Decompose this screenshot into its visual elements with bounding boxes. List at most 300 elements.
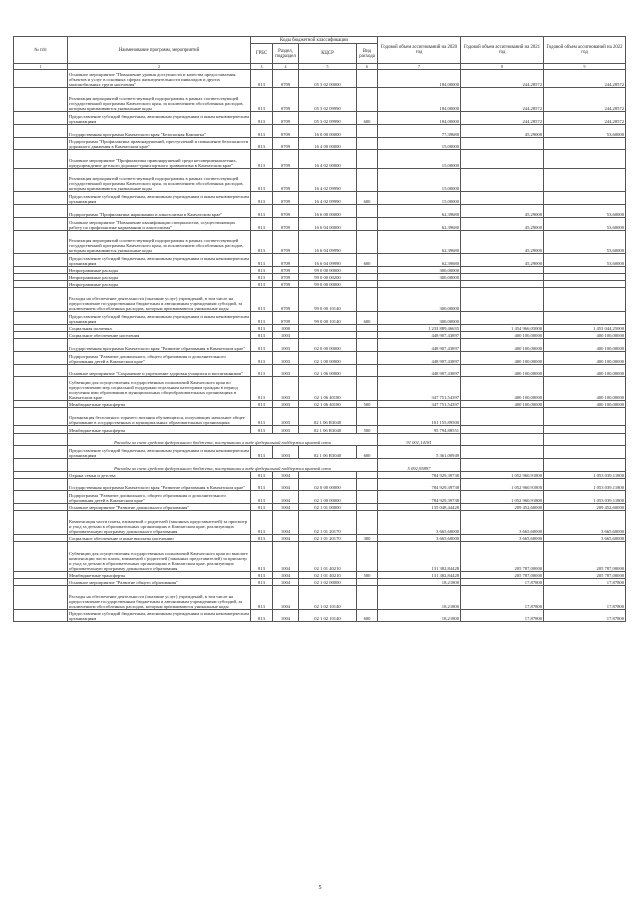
row-num-cell xyxy=(14,339,68,352)
col-ksr-header: КЦСР xyxy=(299,44,357,64)
row-name-cell: Предоставление субсидий бюджетным, автономным учреждениям и иным некоммерческим организациям xyxy=(68,192,251,205)
amount-2021-cell: 1 052 960,91800 xyxy=(461,491,544,504)
row-name-cell: Реализация мероприятий соответствующей подпрограммы в рамках соответствующей государственной программы Камчатского края, за исключением обособленных расходов, которым присваиваются уникальные коды xyxy=(68,230,251,254)
vr-cell xyxy=(357,124,378,137)
table-row xyxy=(14,324,626,331)
ksr-cell: 16 4 02 00000 xyxy=(299,150,357,168)
table-row xyxy=(14,267,626,274)
amount-2021-cell: 400 100,00000 xyxy=(461,401,544,408)
col-2021-header: Годовой объем ассигнований на 2021 год xyxy=(461,37,544,64)
amount-2020-cell: 448 907,43897 xyxy=(378,339,461,352)
amount-2020-cell: 95 794,88551 xyxy=(378,426,461,433)
razdel-cell: 1004 xyxy=(273,491,299,504)
amount-2021-cell xyxy=(461,281,544,288)
grbs-cell: 813 xyxy=(251,137,273,150)
col-2022-header: Годовой объем ассигнований на 2022 год xyxy=(544,37,626,64)
row-num-cell xyxy=(14,511,68,535)
vr-cell xyxy=(357,150,378,168)
amount-2021-cell: 244,28572 xyxy=(461,112,544,125)
vr-cell xyxy=(357,504,378,511)
razdel-cell: 0709 xyxy=(273,230,299,254)
table-row xyxy=(14,274,626,281)
row-name-cell: Подпрограмма "Развитие дошкольного, общего образования и дополнительного образования детей в Камчатском крае" xyxy=(68,491,251,504)
amount-2020-cell: 135 048,44428 xyxy=(378,504,461,511)
grbs-cell: 813 xyxy=(251,312,273,325)
row-num-cell xyxy=(14,274,68,281)
row-num-cell xyxy=(14,478,68,491)
row-num-cell xyxy=(14,112,68,125)
amount-2021-cell xyxy=(461,192,544,205)
amount-2021-cell xyxy=(461,408,544,426)
amount-2022-cell: 3 665,60000 xyxy=(544,511,626,535)
budget-table xyxy=(13,36,626,622)
table-body xyxy=(14,70,626,622)
grbs-cell: 813 xyxy=(251,351,273,364)
razdel-cell: 0709 xyxy=(273,192,299,205)
col-index: 1 xyxy=(14,64,68,70)
amount-2020-cell: 3 665,60000 xyxy=(378,535,461,542)
table-row xyxy=(14,351,626,364)
table-row xyxy=(14,205,626,218)
table-row xyxy=(14,254,626,267)
grbs-cell: 813 xyxy=(251,112,273,125)
amount-2020-cell: 15,00000 xyxy=(378,150,461,168)
table-row xyxy=(14,124,626,137)
vr-cell xyxy=(357,281,378,288)
ksr-cell: 16 6 04 09990 xyxy=(299,230,357,254)
row-name-cell: Субвенции для осуществления государственных полномочий Камчатского края по выплате компенсации части платы, взимаемой с родителей (законных представителей) за присмотр и уход за детьми в образовательных организациях в Камчатском крае, реализующих образовательную программу дошкольного образования xyxy=(68,542,251,572)
row-name-cell: Основное мероприятие "Развитие дошкольного образования" xyxy=(68,504,251,511)
table-row xyxy=(14,478,626,491)
amount-2021-cell: 3 665,60000 xyxy=(461,511,544,535)
grbs-cell: 813 xyxy=(251,288,273,312)
grbs-cell: 813 xyxy=(251,339,273,352)
ksr-cell: 02 1 06 R3040 xyxy=(299,446,357,459)
amount-2020-cell: 1 233 889,46635 xyxy=(378,324,461,331)
row-name-cell: Подпрограмма "Профилактика правонарушений, преступлений и повышение безопасности дорожного движения в Камчатском крае" xyxy=(68,137,251,150)
amount-2021-cell: 45,29000 xyxy=(461,205,544,218)
amount-2020-cell: 62,39680 xyxy=(378,254,461,267)
razdel-cell: 1003 xyxy=(273,408,299,426)
ksr-cell: 99 0 00 10140 xyxy=(299,312,357,325)
row-name-cell: Непрограммные расходы xyxy=(68,267,251,274)
amount-2020-cell: 18,21800 xyxy=(378,585,461,609)
row-num-cell xyxy=(14,230,68,254)
row-name-cell: Социальное обеспечение и иные выплаты населению xyxy=(68,535,251,542)
ksr-cell: 02 1 06 40180 xyxy=(299,401,357,408)
amount-2022-cell xyxy=(544,192,626,205)
grbs-cell: 813 xyxy=(251,274,273,281)
grbs-cell: 813 xyxy=(251,230,273,254)
row-name-cell: Реализация мероприятий соответствующей подпрограммы в рамках соответствующей государственной программы Камчатского края, за исключением обособленных расходов, которым присваиваются уникальные коды xyxy=(68,168,251,192)
amount-2021-cell xyxy=(461,312,544,325)
ksr-cell: 16 6 00 00000 xyxy=(299,205,357,218)
vr-cell xyxy=(357,491,378,504)
amount-2021-cell: 17,87800 xyxy=(461,585,544,609)
row-name-cell: Межбюджетные трансферты xyxy=(68,401,251,408)
razdel-cell: 0709 xyxy=(273,254,299,267)
grbs-cell: 813 xyxy=(251,446,273,459)
row-name-cell: Государственная программа Камчатского края "Развитие образования в Камчатском крае" xyxy=(68,478,251,491)
table-row xyxy=(14,70,626,88)
ksr-cell: 02 1 06 00000 xyxy=(299,364,357,377)
grbs-cell: 813 xyxy=(251,70,273,88)
row-num-cell xyxy=(14,578,68,585)
vr-cell xyxy=(357,511,378,535)
ksr-cell: 05 3 02 00000 xyxy=(299,70,357,88)
amount-2022-cell: 400 100,00000 xyxy=(544,377,626,401)
amount-2022-cell xyxy=(544,446,626,459)
table-row xyxy=(14,408,626,426)
razdel-cell: 1003 xyxy=(273,446,299,459)
vr-cell: 600 xyxy=(357,254,378,267)
grbs-cell: 813 xyxy=(251,168,273,192)
ksr-cell: 16 6 04 00000 xyxy=(299,217,357,230)
row-num-cell xyxy=(14,377,68,401)
amount-2022-cell: 400 100,00000 xyxy=(544,364,626,377)
grbs-cell: 813 xyxy=(251,401,273,408)
grbs-cell: 813 xyxy=(251,571,273,578)
ksr-cell xyxy=(299,324,357,331)
row-name-cell: Социальная политика xyxy=(68,324,251,331)
grbs-cell: 813 xyxy=(251,332,273,339)
row-num-cell xyxy=(14,609,68,622)
row-num-cell xyxy=(14,281,68,288)
row-num-cell xyxy=(14,408,68,426)
row-name-cell: Подпрограмма "Профилактика наркомании и алкоголизма в Камчатском крае" xyxy=(68,205,251,218)
razdel-cell: 0709 xyxy=(273,312,299,325)
amount-2020-cell: 18,21800 xyxy=(378,578,461,585)
amount-2020-cell: 62,39680 xyxy=(378,230,461,254)
row-name-cell: Реализация мероприятий соответствующей подпрограммы в рамках соответствующей государственной программы Камчатского края, за исключением обособленных расходов, которым присваиваются уникальные коды xyxy=(68,88,251,112)
table-row xyxy=(14,401,626,408)
ksr-cell: 02 1 02 10140 xyxy=(299,609,357,622)
vr-cell: 500 xyxy=(357,426,378,433)
razdel-cell: 1003 xyxy=(273,426,299,433)
vr-cell xyxy=(357,364,378,377)
amount-2021-cell xyxy=(461,137,544,150)
row-name-cell: Субвенции для осуществления государственных полномочий Камчатского края по предоставлению мер социальной поддержки отдельным категориям граждан в период получения ими образования в муниципальных общеобразовательных организациях в Камчатском крае xyxy=(68,377,251,401)
vr-cell: 600 xyxy=(357,112,378,125)
col-index: 3 xyxy=(251,64,273,70)
amount-2021-cell: 209 452,60000 xyxy=(461,504,544,511)
row-num-cell xyxy=(14,458,68,471)
ksr-cell: 02 0 00 00000 xyxy=(299,339,357,352)
vr-cell xyxy=(357,217,378,230)
amount-2022-cell xyxy=(544,274,626,281)
amount-2021-cell xyxy=(461,168,544,192)
grbs-cell: 813 xyxy=(251,192,273,205)
row-name-cell: Основное мероприятие "Сохранение и укрепление здоровья учащихся и воспитанников" xyxy=(68,364,251,377)
ksr-cell: 16 6 04 09990 xyxy=(299,254,357,267)
amount-2022-cell: 53,60000 xyxy=(544,124,626,137)
amount-2020-cell: 448 907,43897 xyxy=(378,364,461,377)
razdel-cell: 1000 xyxy=(273,324,299,331)
ksr-cell: 05 3 02 09990 xyxy=(299,112,357,125)
row-name-cell: Социальное обеспечение населения xyxy=(68,332,251,339)
row-num-cell xyxy=(14,124,68,137)
vr-cell: 500 xyxy=(357,571,378,578)
table-row xyxy=(14,511,626,535)
amount-2022-cell: 400 100,00000 xyxy=(544,332,626,339)
amount-2022-cell: 53,60000 xyxy=(544,205,626,218)
razdel-cell: 1004 xyxy=(273,535,299,542)
razdel-cell: 1004 xyxy=(273,585,299,609)
amount-2020-cell: 18,21800 xyxy=(378,609,461,622)
table-row xyxy=(14,192,626,205)
vr-cell xyxy=(357,471,378,478)
row-num-cell xyxy=(14,288,68,312)
razdel-cell: 1003 xyxy=(273,401,299,408)
grbs-cell: 813 xyxy=(251,324,273,331)
amount-2021-cell: 244,28572 xyxy=(461,88,544,112)
amount-2021-cell: 1 052 960,91800 xyxy=(461,471,544,478)
row-num-cell xyxy=(14,332,68,339)
page-number: 5 xyxy=(318,885,322,891)
grbs-cell: 813 xyxy=(251,542,273,572)
amount-2022-cell xyxy=(544,408,626,426)
amount-2022-cell: 53,60000 xyxy=(544,217,626,230)
amount-2020-cell: 300,00000 xyxy=(378,267,461,274)
ksr-cell: 02 1 01 20170 xyxy=(299,535,357,542)
amount-2021-cell: 400 100,00000 xyxy=(461,351,544,364)
row-name-cell: Государственная программа Камчатского края "Безопасная Камчатка" xyxy=(68,124,251,137)
vr-cell: 300 xyxy=(357,535,378,542)
ksr-cell: 05 3 02 09990 xyxy=(299,88,357,112)
row-name-cell: Предоставление субсидий бюджетным, автономным учреждениям и иным некоммерческим организациям xyxy=(68,312,251,325)
row-num-cell xyxy=(14,446,68,459)
amount-2022-cell xyxy=(544,168,626,192)
empty-cell xyxy=(544,433,626,446)
amount-2022-cell: 17,87800 xyxy=(544,578,626,585)
razdel-cell: 0709 xyxy=(273,88,299,112)
grbs-cell: 813 xyxy=(251,281,273,288)
table-row xyxy=(14,217,626,230)
table-row xyxy=(14,230,626,254)
vr-cell xyxy=(357,288,378,312)
grbs-cell: 813 xyxy=(251,609,273,622)
ksr-cell: 02 1 06 R3040 xyxy=(299,408,357,426)
razdel-cell: 0709 xyxy=(273,168,299,192)
amount-2022-cell: 205 787,00000 xyxy=(544,542,626,572)
grbs-cell: 813 xyxy=(251,491,273,504)
amount-2022-cell xyxy=(544,267,626,274)
amount-2021-cell: 45,29000 xyxy=(461,124,544,137)
amount-2021-cell: 45,29000 xyxy=(461,230,544,254)
row-name-cell: Охрана семьи и детства xyxy=(68,471,251,478)
table-row xyxy=(14,288,626,312)
vr-cell xyxy=(357,578,378,585)
grbs-cell: 813 xyxy=(251,267,273,274)
row-name-cell: Основное мероприятие "Развитие общего образования" xyxy=(68,578,251,585)
col-num-header: № п/п xyxy=(14,37,68,64)
razdel-cell: 1003 xyxy=(273,339,299,352)
table-row xyxy=(14,168,626,192)
table-row xyxy=(14,332,626,339)
vr-cell: 500 xyxy=(357,401,378,408)
col-name-header: Наименование программ, мероприятий xyxy=(68,37,251,64)
amount-2022-cell: 3 665,60000 xyxy=(544,535,626,542)
vr-cell xyxy=(357,377,378,401)
amount-2020-cell: 784 929,39738 xyxy=(378,491,461,504)
amount-2022-cell: 1 453 044,25000 xyxy=(544,324,626,331)
razdel-cell: 1003 xyxy=(273,332,299,339)
table-row xyxy=(14,585,626,609)
grbs-cell: 813 xyxy=(251,88,273,112)
vr-cell xyxy=(357,408,378,426)
razdel-cell: 1003 xyxy=(273,377,299,401)
razdel-cell: 1004 xyxy=(273,471,299,478)
table-row xyxy=(14,535,626,542)
ksr-cell: 02 0 00 00000 xyxy=(299,478,357,491)
row-num-cell xyxy=(14,168,68,192)
amount-2020-cell: 5 092,95897 xyxy=(378,458,461,471)
vr-cell xyxy=(357,324,378,331)
grbs-cell: 813 xyxy=(251,511,273,535)
row-num-cell xyxy=(14,585,68,609)
row-name-cell: Подпрограмма "Развитие дошкольного, общего образования и дополнительного образования детей в Камчатском крае" xyxy=(68,351,251,364)
razdel-cell: 1004 xyxy=(273,504,299,511)
razdel-cell: 0709 xyxy=(273,137,299,150)
table-row xyxy=(14,609,626,622)
vr-cell xyxy=(357,205,378,218)
amount-2021-cell: 17,87800 xyxy=(461,578,544,585)
row-name-cell: Непрограммные расходы xyxy=(68,281,251,288)
row-name-cell: Основное мероприятие "Профилактика правонарушений среди несовершеннолетних, предупреждение детского дорожно-транспортного травматизма в Камчатском крае" xyxy=(68,150,251,168)
row-num-cell xyxy=(14,70,68,88)
amount-2021-cell: 1 454 966,05000 xyxy=(461,324,544,331)
amount-2021-cell: 244,28572 xyxy=(461,70,544,88)
vr-cell xyxy=(357,585,378,609)
ksr-cell: 16 4 00 00000 xyxy=(299,137,357,150)
amount-2022-cell: 1 053 039,11800 xyxy=(544,478,626,491)
ksr-cell: 16 0 00 00000 xyxy=(299,124,357,137)
ksr-cell: 02 1 00 00000 xyxy=(299,351,357,364)
table-row xyxy=(14,137,626,150)
amount-2022-cell xyxy=(544,288,626,312)
ksr-cell: 99 0 00 00000 xyxy=(299,267,357,274)
razdel-cell: 0709 xyxy=(273,205,299,218)
amount-2021-cell xyxy=(461,446,544,459)
vr-cell: 600 xyxy=(357,192,378,205)
amount-2020-cell: 101 155,89500 xyxy=(378,408,461,426)
col-2020-header: Годовой объем ассигнований на 2020 год xyxy=(378,37,461,64)
row-num-cell xyxy=(14,504,68,511)
amount-2020-cell: 300,00000 xyxy=(378,274,461,281)
razdel-cell: 1004 xyxy=(273,511,299,535)
amount-2020-cell: 347 751,54397 xyxy=(378,377,461,401)
row-name-cell: Организация бесплатного горячего питания обучающихся, получающих начальное общее образование в государственных и муниципальных образовательных организациях xyxy=(68,408,251,426)
ksr-cell xyxy=(299,471,357,478)
ksr-cell: 02 1 01 40210 xyxy=(299,542,357,572)
grbs-cell: 813 xyxy=(251,426,273,433)
row-num-cell xyxy=(14,491,68,504)
amount-2021-cell: 45,29000 xyxy=(461,217,544,230)
razdel-cell: 0709 xyxy=(273,274,299,281)
amount-2021-cell: 1 052 960,91800 xyxy=(461,478,544,491)
razdel-cell: 0709 xyxy=(273,267,299,274)
row-num-cell xyxy=(14,401,68,408)
col-grbs-header: ГРБС xyxy=(251,44,273,64)
vr-cell xyxy=(357,542,378,572)
row-name-cell: Предоставление субсидий бюджетным, автономным учреждениям и иным некоммерческим организациям xyxy=(68,254,251,267)
amount-2022-cell: 1 053 039,11800 xyxy=(544,491,626,504)
row-name-cell: Расходы на обеспечение деятельности (оказание услуг) учреждений, в том числе на предоставление государственным бюджетным и автономным учреждениям субсидий, за исключением обособленных расходов, которым присваиваются уникальные коды xyxy=(68,288,251,312)
ksr-cell: 02 1 01 40210 xyxy=(299,571,357,578)
vr-cell xyxy=(357,267,378,274)
amount-2020-cell: 184,00000 xyxy=(378,88,461,112)
empty-cell xyxy=(461,458,544,471)
empty-cell xyxy=(544,458,626,471)
ksr-cell: 99 0 00 00000 xyxy=(299,281,357,288)
ksr-cell: 02 1 01 20170 xyxy=(299,511,357,535)
amount-2020-cell: 15,00000 xyxy=(378,168,461,192)
col-index: 8 xyxy=(461,64,544,70)
row-num-cell xyxy=(14,312,68,325)
row-num-cell xyxy=(14,150,68,168)
vr-cell xyxy=(357,88,378,112)
amount-2021-cell: 205 787,00000 xyxy=(461,571,544,578)
table-row xyxy=(14,377,626,401)
table-row xyxy=(14,446,626,459)
row-name-cell: Государственная программа Камчатского края "Развитие образования в Камчатском крае" xyxy=(68,339,251,352)
razdel-cell: 0709 xyxy=(273,124,299,137)
amount-2021-cell: 3 665,60000 xyxy=(461,535,544,542)
amount-2020-cell: 300,00000 xyxy=(378,312,461,325)
amount-2020-cell: 784 929,39738 xyxy=(378,471,461,478)
grbs-cell: 813 xyxy=(251,585,273,609)
amount-2020-cell: 184,00000 xyxy=(378,112,461,125)
ksr-cell: 99 0 00 00200 xyxy=(299,274,357,281)
razdel-cell: 0709 xyxy=(273,288,299,312)
grbs-cell: 813 xyxy=(251,150,273,168)
amount-2020-cell: 131 382,84428 xyxy=(378,571,461,578)
amount-2022-cell: 400 100,00000 xyxy=(544,339,626,352)
amount-2020-cell: 91 001,14181 xyxy=(378,433,461,446)
amount-2020-cell: 62,39680 xyxy=(378,217,461,230)
row-num-cell xyxy=(14,205,68,218)
amount-2020-cell: 448 907,43897 xyxy=(378,332,461,339)
col-index: 2 xyxy=(68,64,251,70)
vr-cell xyxy=(357,478,378,491)
amount-2021-cell xyxy=(461,274,544,281)
vr-cell xyxy=(357,230,378,254)
table-row xyxy=(14,571,626,578)
grbs-cell: 813 xyxy=(251,377,273,401)
vr-cell xyxy=(357,351,378,364)
table-row xyxy=(14,542,626,572)
row-num-cell xyxy=(14,535,68,542)
empty-cell xyxy=(461,433,544,446)
amount-2020-cell: 131 382,84428 xyxy=(378,542,461,572)
amount-2022-cell: 17,87800 xyxy=(544,585,626,609)
vr-cell xyxy=(357,137,378,150)
row-num-cell xyxy=(14,88,68,112)
razdel-cell: 1004 xyxy=(273,609,299,622)
row-name-cell: Непрограммные расходы xyxy=(68,274,251,281)
ksr-cell: 02 1 00 00000 xyxy=(299,491,357,504)
razdel-cell: 1004 xyxy=(273,542,299,572)
amount-2021-cell: 400 100,00000 xyxy=(461,332,544,339)
amount-2020-cell: 5 361,00949 xyxy=(378,446,461,459)
table-row xyxy=(14,491,626,504)
amount-2022-cell xyxy=(544,281,626,288)
ksr-cell: 02 1 06 R3040 xyxy=(299,426,357,433)
amount-2022-cell: 1 053 039,11800 xyxy=(544,471,626,478)
col-index: 4 xyxy=(273,64,299,70)
row-num-cell xyxy=(14,471,68,478)
grbs-cell: 813 xyxy=(251,408,273,426)
